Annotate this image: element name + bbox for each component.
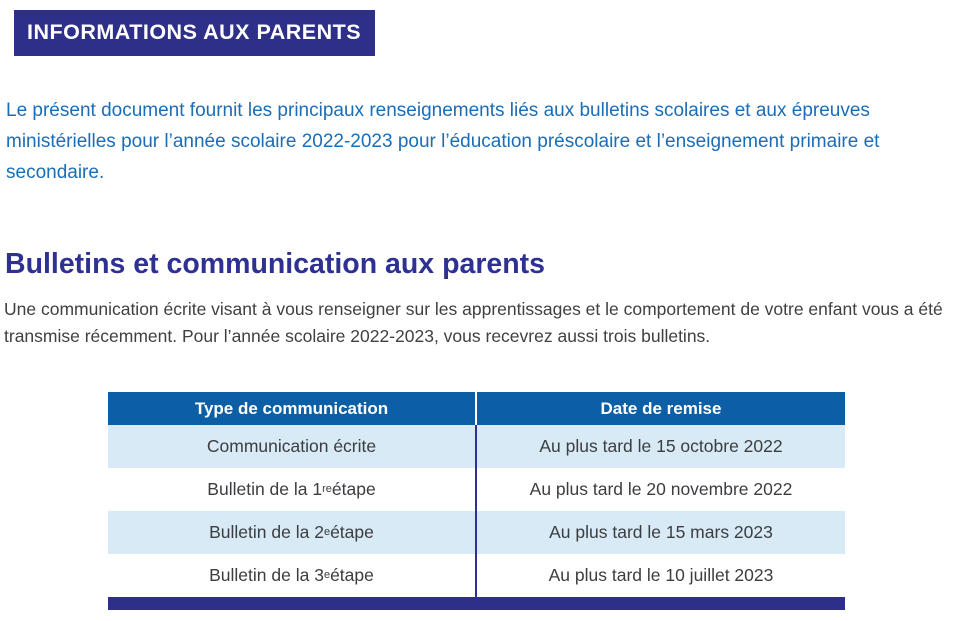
cell-remise-date: Au plus tard le 10 juillet 2023 <box>475 554 845 597</box>
table-row <box>108 554 845 597</box>
cell-remise-date: Au plus tard le 20 novembre 2022 <box>475 468 845 511</box>
table-bottom-bar <box>108 597 845 610</box>
cell-superscript: e <box>323 526 331 538</box>
cell-text: Bulletin de la 3 <box>209 565 324 585</box>
table-header-date: Date de remise <box>475 392 845 425</box>
table-header-row <box>108 392 845 425</box>
cell-text: étape <box>330 565 374 585</box>
cell-text: Communication écrite <box>206 436 377 456</box>
cell-superscript: e <box>323 569 331 581</box>
cell-communication-type <box>108 468 475 511</box>
section-paragraph: Une communication écrite visant à vous renseigner sur les apprentissages et le comportement de votre enfant vous a été transmise récemment. Pour l’année scolaire 2022-2023, vous recevrez aussi trois bulletins. <box>4 299 943 346</box>
cell-remise-date: Au plus tard le 15 octobre 2022 <box>475 425 845 468</box>
page-title-banner <box>14 10 375 56</box>
table-row <box>108 511 845 554</box>
section-heading: Bulletins et communication aux parents <box>5 248 546 280</box>
cell-text: Bulletin de la 1 <box>207 479 323 499</box>
table-row <box>108 425 845 468</box>
table-header-type: Type de communication <box>194 398 389 418</box>
page-title: INFORMATIONS AUX PARENTS <box>27 20 362 44</box>
cell-text: Bulletin de la 2 <box>209 522 324 542</box>
table-row <box>108 468 845 511</box>
cell-communication-type <box>108 511 475 554</box>
cell-text: étape <box>331 479 376 499</box>
cell-communication-type <box>108 425 475 468</box>
cell-superscript: re <box>322 483 332 495</box>
cell-remise-date: Au plus tard le 15 mars 2023 <box>475 511 845 554</box>
communication-table <box>108 392 845 610</box>
cell-communication-type <box>108 554 475 597</box>
intro-paragraph: Le présent document fournit les principaux renseignements liés aux bulletins scolaires et aux épreuves ministérielles pour l’année scolaire 2022-2023 pour l’éducation préscolaire et l’enseignement primaire et secondaire. <box>6 100 880 183</box>
cell-text: étape <box>330 522 374 542</box>
